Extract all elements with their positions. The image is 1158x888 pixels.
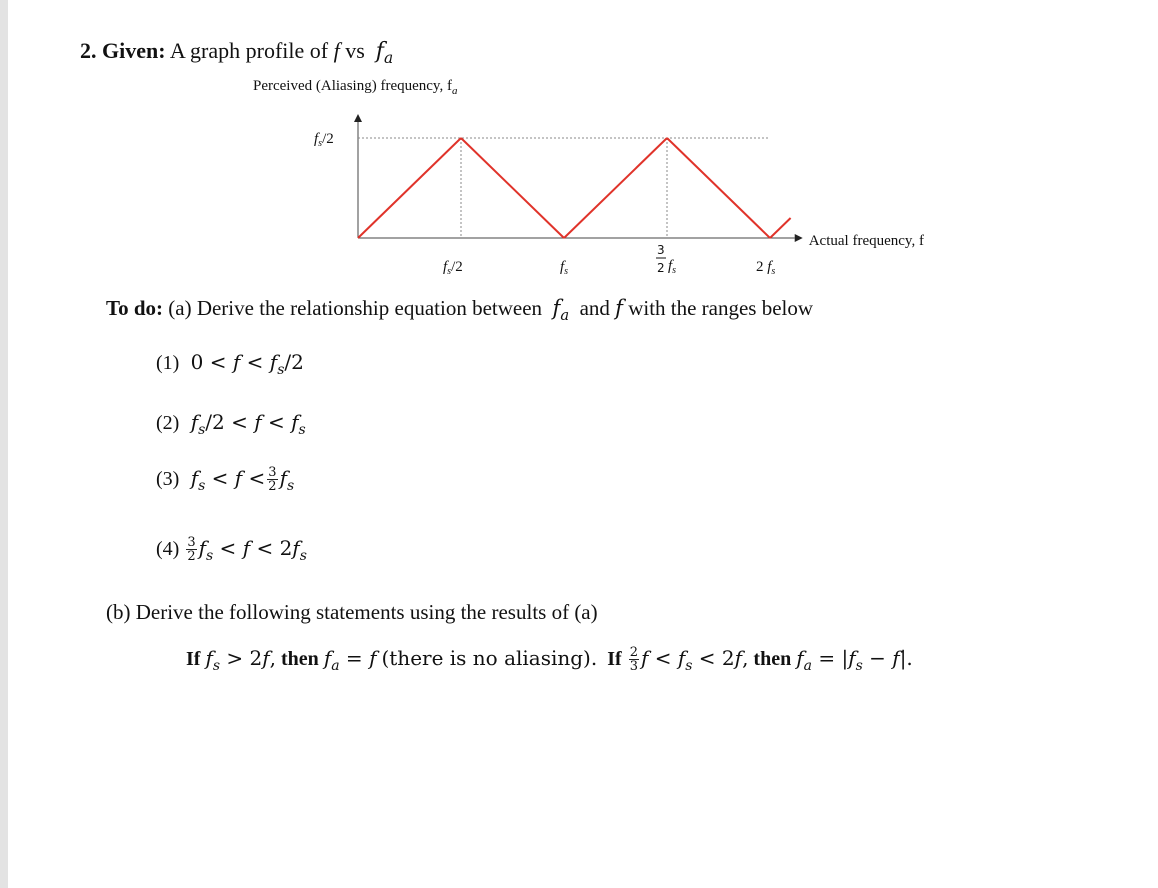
no-aliasing-note: (there is no aliasing). — [381, 646, 598, 670]
part-b-statement: If $f_s > 2f$, then $f_a = f$ (there is no aliasing). If $\frac{2}{3}$ $f < f_s < 2f$, then $f_a = |f_s - f|$. — [186, 645, 913, 674]
range-num: (4) — [156, 538, 180, 560]
todo-text-a: (a) Derive the relationship equation between — [168, 296, 543, 320]
part-b-instruction: (b) Derive the following statements using the results of (a) — [106, 600, 598, 624]
x-tick-frac-den: 2 — [657, 261, 665, 275]
y-tick-label: $f_s/2$ — [314, 131, 334, 149]
x-tick-label: 2 $f_s$ — [756, 259, 776, 277]
aliasing-segment — [358, 138, 461, 238]
if-word: If — [186, 648, 201, 670]
aliasing-segment — [770, 218, 791, 238]
then-word: then — [281, 648, 319, 670]
vs-text: vs — [345, 38, 365, 63]
range-item-4: (4) $\frac{3}{2}$ $f_s < f < 2f_s$ — [156, 535, 307, 564]
range-item-3: (3) $f_s < f$ < $\frac{3}{2}$ $f_s$ — [156, 465, 295, 494]
aliasing-segment — [667, 138, 770, 238]
y-axis-arrow — [354, 114, 362, 122]
range-item-2: (2) $f_s/2 < f < f_s$ — [156, 410, 306, 438]
question-number: 2. — [80, 38, 97, 63]
x-tick-frac-num: 3 — [657, 243, 665, 257]
range-num: (1) — [156, 352, 180, 374]
chart-labels — [314, 131, 924, 277]
range-num: (3) — [156, 468, 180, 490]
fa-symbol: $f_a$ — [375, 39, 394, 68]
x-axis-label: Actual frequency, f — [808, 233, 924, 249]
todo-text-end: with the ranges below — [628, 296, 814, 320]
x-axis-arrow — [795, 234, 803, 242]
aliasing-segment — [564, 138, 667, 238]
todo-line: To do: (a) Derive the relationship equation between $f_a$ and f with the ranges below — [106, 296, 814, 325]
aliasing-segment — [461, 138, 564, 238]
y-axis-label: Perceived (Aliasing) frequency, $f_a$ — [253, 78, 458, 97]
if-word-2: If — [607, 648, 622, 670]
x-tick-label: $f_s/2$ — [443, 259, 463, 277]
chart-series — [358, 138, 791, 238]
todo-text-and: and — [579, 296, 610, 320]
todo-label: To do: — [106, 296, 164, 320]
x-tick-label: $f_s$ — [668, 258, 677, 276]
given-text: A graph profile of — [169, 38, 329, 63]
chart-guides — [358, 138, 770, 238]
x-tick-label: $f_s$ — [560, 259, 569, 277]
range-item-1: (1) $0 < f < f_s/2$ — [156, 350, 304, 378]
aliasing-chart — [0, 0, 1158, 300]
range-num: (2) — [156, 412, 180, 434]
then-word-2: then — [753, 648, 792, 670]
f-symbol: f — [333, 38, 340, 63]
given-label: Given: — [102, 38, 166, 63]
